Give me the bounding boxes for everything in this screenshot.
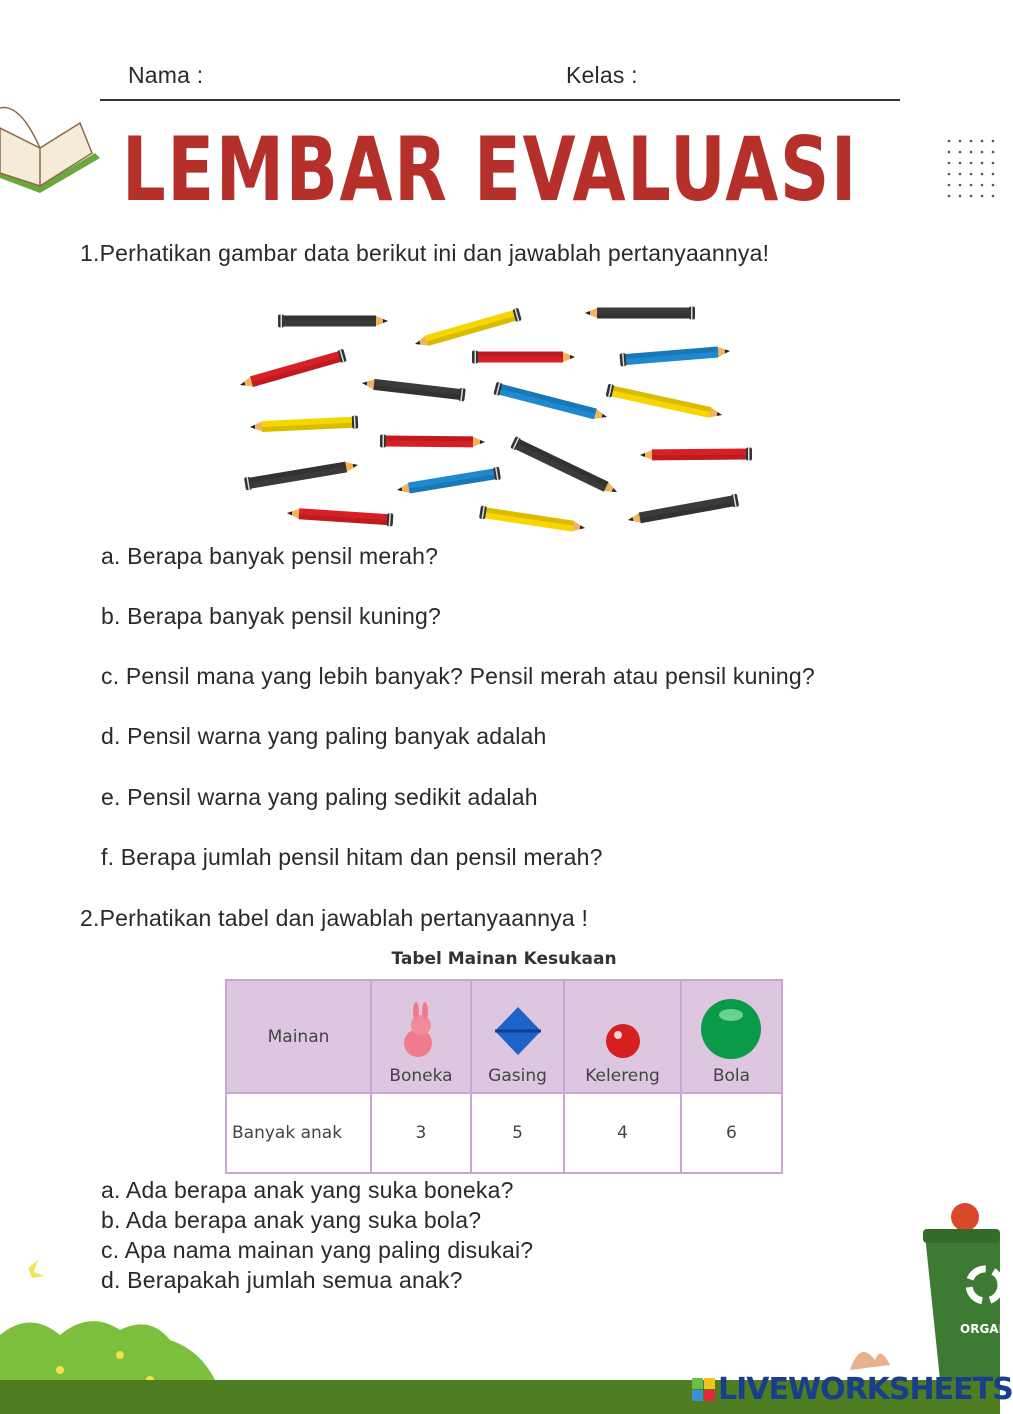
count-cell: 3	[371, 1093, 471, 1173]
pencil-red	[380, 435, 485, 449]
pencil-black	[278, 315, 388, 328]
pencil-yellow	[250, 416, 359, 434]
q2-prompt: 2.Perhatikan tabel dan jawablah pertanyaannya !	[80, 905, 589, 931]
toy-name: Bola	[712, 1066, 751, 1086]
watermark: LIVEWORKSHEETS	[718, 1372, 1013, 1407]
question-q2-1: b. Ada berapa anak yang suka bola?	[101, 1207, 482, 1233]
pencil-black	[244, 459, 359, 491]
toy-name: Kelereng	[585, 1066, 660, 1086]
page-title: LEMBAR EVALUASI	[121, 118, 859, 221]
marble-icon	[598, 1011, 648, 1061]
col-bola	[681, 980, 782, 1093]
pencil-yellow	[413, 308, 522, 350]
butterfly-icon	[28, 1260, 44, 1278]
ball-icon	[699, 997, 763, 1061]
bin-label: ORGAN	[960, 1322, 1009, 1336]
pencil-blue	[493, 382, 608, 424]
toy-name: Gasing	[488, 1066, 547, 1086]
pencil-yellow	[479, 506, 586, 535]
pencil-blue	[619, 345, 730, 367]
row-header-banyak-anak: Banyak anak	[226, 1093, 371, 1173]
pencil-black	[510, 436, 620, 498]
q1-prompt: 1.Perhatikan gambar data berikut ini dan jawablah pertanyaannya!	[80, 240, 770, 266]
pencil-black	[585, 307, 695, 320]
liveworksheets-logo-icon	[692, 1378, 716, 1402]
col-gasing	[471, 980, 564, 1093]
col-kelereng	[564, 980, 681, 1093]
col-boneka	[371, 980, 471, 1093]
table-title: Tabel Mainan Kesukaan	[391, 949, 617, 969]
question-q1-1: b. Berapa banyak pensil kuning?	[101, 603, 441, 629]
pencil-red	[472, 351, 575, 364]
question-q1-0: a. Berapa banyak pensil merah?	[101, 543, 439, 569]
count-cell: 4	[564, 1093, 681, 1173]
name-label: Nama :	[128, 62, 204, 88]
pencil-yellow	[606, 384, 724, 422]
pencil-red	[287, 507, 394, 527]
pencil-blue	[396, 467, 501, 497]
toy-table	[225, 979, 783, 1174]
row-header-mainan: Mainan	[226, 980, 371, 1093]
pencil-black	[627, 494, 739, 527]
question-q2-2: c. Apa nama mainan yang paling disukai?	[101, 1237, 534, 1263]
spinning-top-icon	[493, 1003, 543, 1061]
question-q1-4: e. Pensil warna yang paling sedikit adalah	[101, 784, 538, 810]
question-q1-3: d. Pensil warna yang paling banyak adalah	[101, 723, 547, 749]
question-q2-3: d. Berapakah jumlah semua anak?	[101, 1267, 463, 1293]
pencil-red	[238, 349, 347, 391]
question-q1-2: c. Pensil mana yang lebih banyak? Pensil merah atau pensil kuning?	[101, 663, 815, 689]
doll-icon	[396, 1003, 446, 1061]
pencil-picture	[0, 0, 1000, 560]
toy-name: Boneka	[389, 1066, 453, 1086]
pencil-black	[361, 377, 466, 402]
compost-bin-icon	[845, 1195, 1009, 1385]
class-label: Kelas :	[566, 62, 638, 88]
pencil-red	[640, 448, 752, 462]
count-cell: 5	[471, 1093, 564, 1173]
count-cell: 6	[681, 1093, 782, 1173]
question-q1-5: f. Berapa jumlah pensil hitam dan pensil merah?	[101, 844, 603, 870]
question-q2-0: a. Ada berapa anak yang suka boneka?	[101, 1177, 514, 1203]
